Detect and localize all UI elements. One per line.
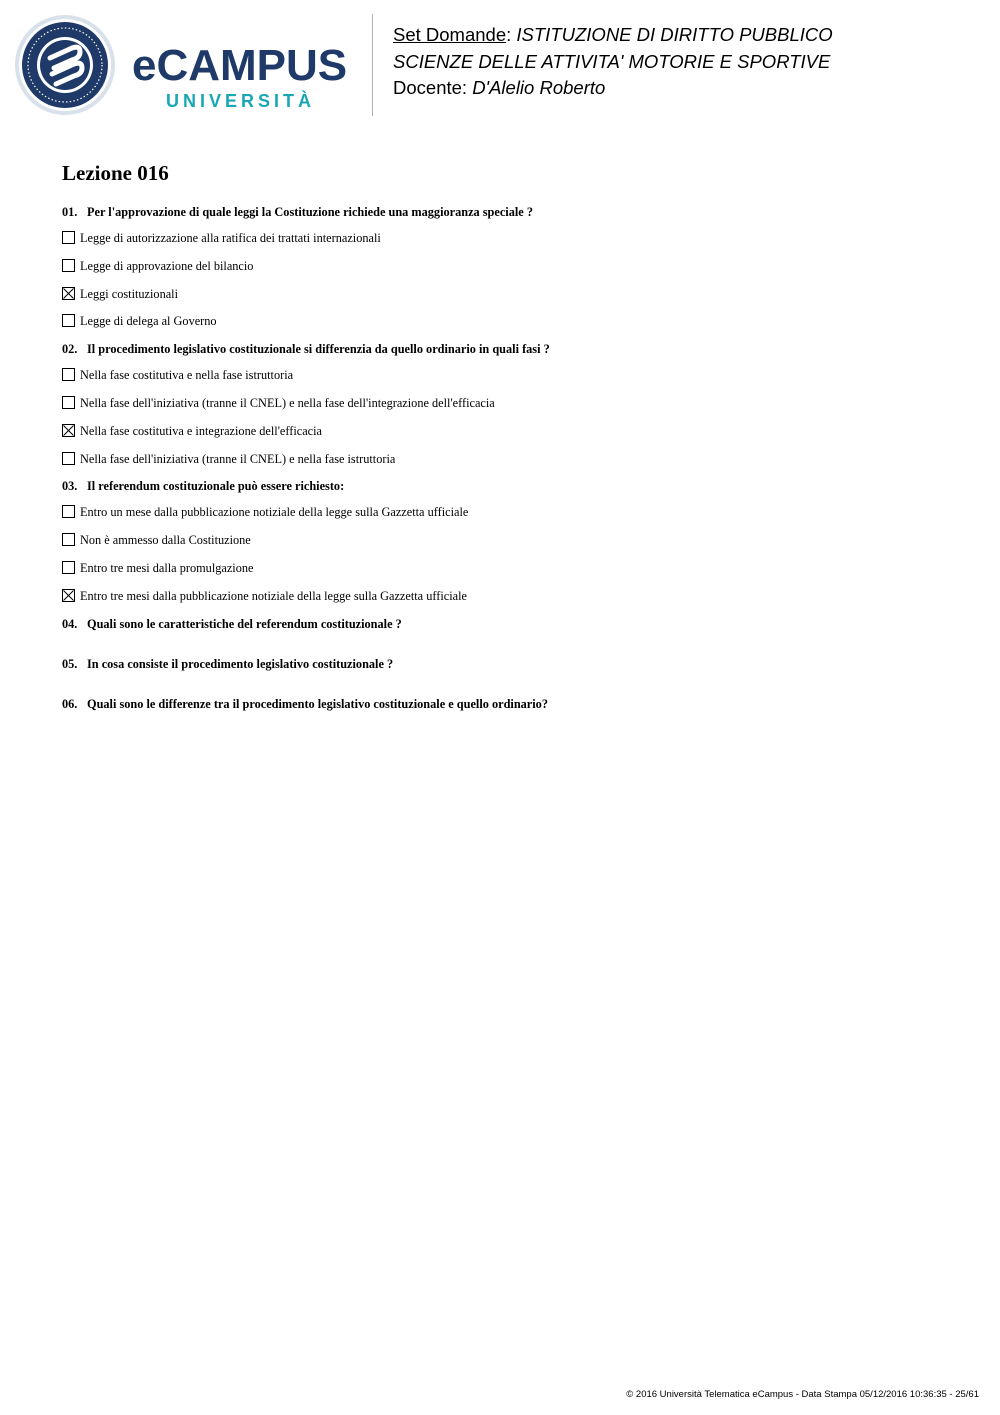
answer-option[interactable] xyxy=(62,313,942,329)
question-number: 05. xyxy=(62,656,78,671)
teacher-name: D'Alelio Roberto xyxy=(472,77,606,98)
question-label: In cosa consiste il procedimento legislativo costituzionale ? xyxy=(87,656,394,671)
question-text xyxy=(62,696,942,712)
checked-checkbox-icon[interactable] xyxy=(62,424,75,437)
question-list xyxy=(62,204,942,712)
checked-checkbox-icon[interactable] xyxy=(62,589,75,602)
answer-option[interactable] xyxy=(62,230,942,246)
question-number: 03. xyxy=(62,479,78,494)
question-text xyxy=(62,478,942,494)
lesson-title: Lezione 016 xyxy=(62,161,169,185)
answer-option[interactable] xyxy=(62,451,942,467)
question-label: Il procedimento legislativo costituzionale si differenzia da quello ordinario in quali fasi ? xyxy=(87,342,550,357)
question-block xyxy=(62,478,942,603)
university-seal-icon xyxy=(14,14,116,116)
teacher-label: Docente: xyxy=(393,77,468,98)
question-text xyxy=(62,616,942,632)
header-divider xyxy=(372,14,373,116)
question-number: 04. xyxy=(62,616,78,631)
question-block xyxy=(62,656,942,672)
checkbox-icon[interactable] xyxy=(62,231,75,244)
brand-wordmark: eCAMPUS xyxy=(132,41,348,90)
teacher-line xyxy=(393,75,833,102)
answer-label: Entro tre mesi dalla pubblicazione notiziale della legge sulla Gazzetta ufficiale xyxy=(80,588,467,603)
answer-label: Legge di approvazione del bilancio xyxy=(80,258,254,273)
question-label: Il referendum costituzionale può essere richiesto: xyxy=(87,479,345,494)
answer-label: Entro tre mesi dalla promulgazione xyxy=(80,560,254,575)
checked-checkbox-icon[interactable] xyxy=(62,287,75,300)
question-block xyxy=(62,616,942,632)
answer-option[interactable] xyxy=(62,395,942,411)
question-label: Per l'approvazione di quale leggi la Costituzione richiede una maggioranza speciale ? xyxy=(87,205,533,219)
page-header xyxy=(0,0,1000,130)
checkbox-icon[interactable] xyxy=(62,452,75,465)
checkbox-icon[interactable] xyxy=(62,368,75,381)
page-footer: © 2016 Università Telematica eCampus - Data Stampa 05/12/2016 10:36:35 - 25/61 xyxy=(626,1389,979,1400)
question-number: 02. xyxy=(62,342,78,357)
course-info xyxy=(393,22,833,102)
answer-option[interactable] xyxy=(62,560,942,576)
checkbox-icon[interactable] xyxy=(62,561,75,574)
ecampus-logo xyxy=(14,14,359,116)
answer-option[interactable] xyxy=(62,588,942,604)
checkbox-icon[interactable] xyxy=(62,396,75,409)
course-line-1 xyxy=(393,22,833,49)
course-line-2: SCIENZE DELLE ATTIVITA' MOTORIE E SPORTIVE xyxy=(393,50,831,72)
question-text xyxy=(62,656,942,672)
checkbox-icon[interactable] xyxy=(62,505,75,518)
answer-label: Leggi costituzionali xyxy=(80,286,179,301)
course-title: ISTITUZIONE DI DIRITTO PUBBLICO xyxy=(516,24,833,45)
answer-label: Entro un mese dalla pubblicazione notiziale della legge sulla Gazzetta ufficiale xyxy=(80,505,469,520)
answer-option[interactable] xyxy=(62,423,942,439)
question-block xyxy=(62,696,942,712)
answer-label: Legge di autorizzazione alla ratifica dei trattati internazionali xyxy=(80,231,381,245)
answer-option[interactable] xyxy=(62,258,942,274)
checkbox-icon[interactable] xyxy=(62,533,75,546)
answer-option[interactable] xyxy=(62,367,942,383)
question-text xyxy=(62,341,942,357)
question-block xyxy=(62,204,942,329)
quiz-content xyxy=(62,160,942,736)
answer-label: Nella fase dell'iniziativa (tranne il CNEL) e nella fase dell'integrazione dell'efficacia xyxy=(80,395,495,410)
question-block xyxy=(62,341,942,466)
checkbox-icon[interactable] xyxy=(62,259,75,272)
answer-label: Nella fase costitutiva e nella fase istruttoria xyxy=(80,368,294,383)
brand-subtitle: UNIVERSITÀ xyxy=(166,91,316,111)
question-text xyxy=(62,204,942,220)
checkbox-icon[interactable] xyxy=(62,314,75,327)
answer-label: Legge di delega al Governo xyxy=(80,314,217,329)
answer-label: Nella fase costitutiva e integrazione dell'efficacia xyxy=(80,423,322,438)
question-label: Quali sono le differenze tra il procedimento legislativo costituzionale e quello ordinario? xyxy=(87,696,548,711)
question-number: 06. xyxy=(62,696,78,711)
answer-option[interactable] xyxy=(62,532,942,548)
question-number: 01. xyxy=(62,205,78,219)
set-colon: : xyxy=(506,24,512,45)
question-label: Quali sono le caratteristiche del referendum costituzionale ? xyxy=(87,616,402,631)
answer-label: Nella fase dell'iniziativa (tranne il CNEL) e nella fase istruttoria xyxy=(80,451,396,466)
answer-option[interactable] xyxy=(62,286,942,302)
answer-label: Non è ammesso dalla Costituzione xyxy=(80,533,251,548)
answer-option[interactable] xyxy=(62,504,942,520)
set-label: Set Domande xyxy=(393,24,507,45)
